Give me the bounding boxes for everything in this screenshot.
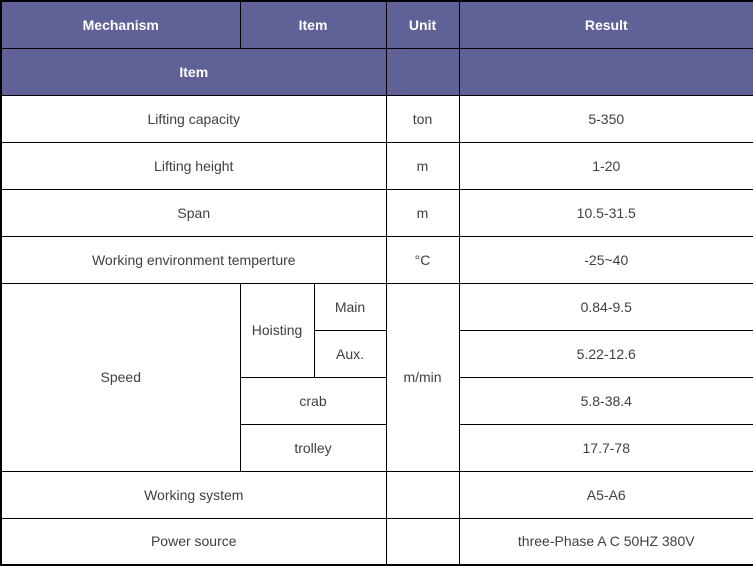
speed-label: Speed bbox=[1, 283, 240, 471]
lifting-height-item: Lifting height bbox=[1, 142, 386, 189]
speed-trolley-label: trolley bbox=[240, 424, 386, 471]
working-environment-temperature-unit: °C bbox=[386, 236, 459, 283]
lifting-height-result: 1-20 bbox=[459, 142, 753, 189]
row-speed-hoisting-main bbox=[1, 283, 753, 330]
header-mechanism: Mechanism bbox=[1, 1, 240, 48]
row-working-environment-temperature bbox=[1, 236, 753, 283]
header-row-1 bbox=[1, 1, 753, 48]
lifting-height-unit: m bbox=[386, 142, 459, 189]
span-result: 10.5-31.5 bbox=[459, 189, 753, 236]
speed-hoisting-aux-label: Aux. bbox=[314, 330, 386, 377]
working-environment-temperature-result: -25~40 bbox=[459, 236, 753, 283]
power-source-item: Power source bbox=[1, 518, 386, 565]
header-row-2 bbox=[1, 48, 753, 95]
lifting-capacity-unit: ton bbox=[386, 95, 459, 142]
speed-unit: m/min bbox=[386, 283, 459, 471]
speed-hoisting-label: Hoisting bbox=[240, 283, 314, 377]
speed-trolley-result: 17.7-78 bbox=[459, 424, 753, 471]
speed-hoisting-main-label: Main bbox=[314, 283, 386, 330]
row-power-source bbox=[1, 518, 753, 565]
speed-hoisting-main-result: 0.84-9.5 bbox=[459, 283, 753, 330]
row-span bbox=[1, 189, 753, 236]
row-working-system bbox=[1, 471, 753, 518]
working-environment-temperature-item: Working environment temperture bbox=[1, 236, 386, 283]
power-source-result: three-Phase A C 50HZ 380V bbox=[459, 518, 753, 565]
header-unit: Unit bbox=[386, 1, 459, 48]
span-item: Span bbox=[1, 189, 386, 236]
power-source-unit-empty bbox=[386, 518, 459, 565]
speed-hoisting-aux-result: 5.22-12.6 bbox=[459, 330, 753, 377]
span-unit: m bbox=[386, 189, 459, 236]
working-system-result: A5-A6 bbox=[459, 471, 753, 518]
row-lifting-height bbox=[1, 142, 753, 189]
working-system-item: Working system bbox=[1, 471, 386, 518]
lifting-capacity-result: 5-350 bbox=[459, 95, 753, 142]
header-item: Item bbox=[240, 1, 386, 48]
working-system-unit-empty bbox=[386, 471, 459, 518]
lifting-capacity-item: Lifting capacity bbox=[1, 95, 386, 142]
header-result: Result bbox=[459, 1, 753, 48]
speed-crab-label: crab bbox=[240, 377, 386, 424]
header2-result-empty bbox=[459, 48, 753, 95]
header2-unit-empty bbox=[386, 48, 459, 95]
header2-item: Item bbox=[1, 48, 386, 95]
row-lifting-capacity bbox=[1, 95, 753, 142]
speed-crab-result: 5.8-38.4 bbox=[459, 377, 753, 424]
